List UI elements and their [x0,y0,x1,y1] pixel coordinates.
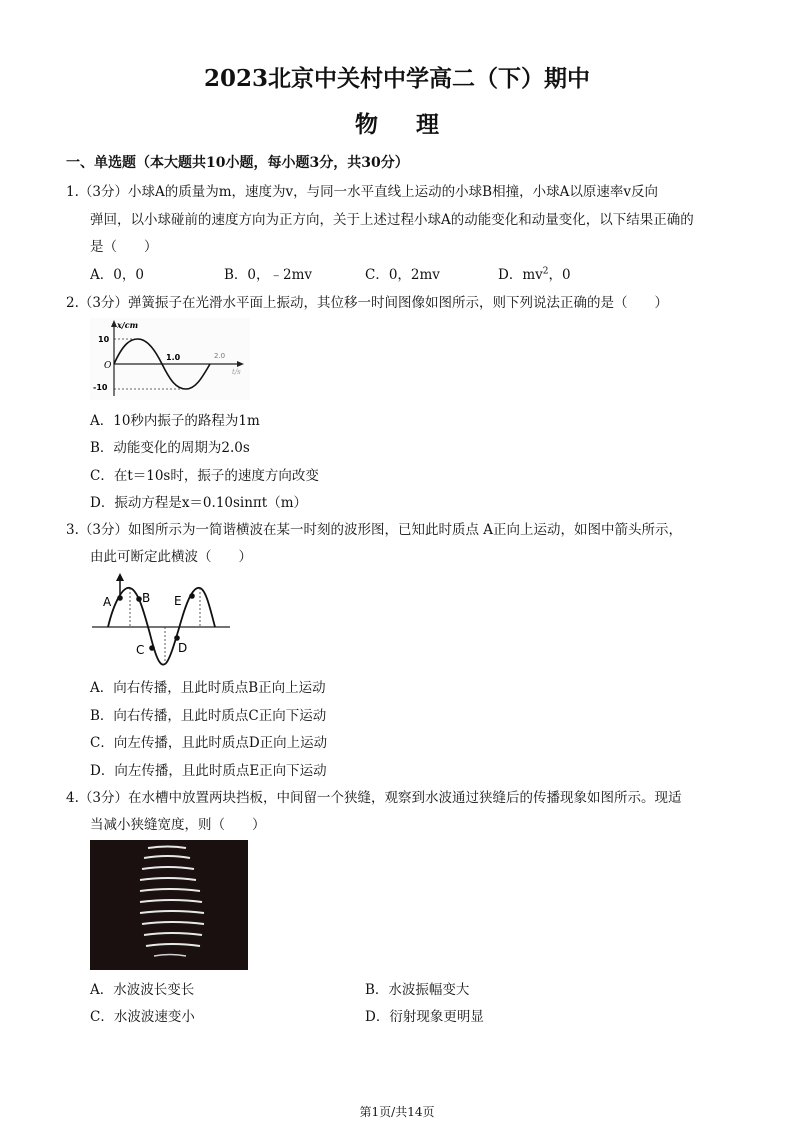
q1-stem-line3: 是（ ） [90,239,158,255]
q3-wave-curve [108,588,215,665]
q3-label-c: C [136,643,145,657]
q1-option-c: C．0，2mv [365,267,440,283]
q1-option-b: B．0，﹣2mv [224,267,313,283]
q3-option-b: B．向右传播，且此时质点C正向下运动 [90,708,327,724]
q2-tick-2: 2.0 [214,352,226,360]
q4-stem-line2: 当减小狭缝宽度，则（ ） [90,817,266,833]
q2-displacement-time-graph [90,318,250,400]
q2-option-c: C．在t＝10s时，振子的速度方向改变 [90,468,319,484]
q3-point-b [136,596,142,602]
q3-point-d [174,635,180,641]
q4-stem-line1: 4.（3分）在水槽中放置两块挡板，中间留一个狭缝，观察到水波通过狭缝后的传播现象如图所示。现适 [66,790,682,806]
q4-option-b: B．水波振幅变大 [365,982,470,998]
q1-option-d [498,263,571,283]
q3-point-c [149,645,155,651]
q2-option-d: D．振动方程是x＝0.10sinπt（m） [90,495,308,511]
q3-label-d: D [178,641,188,655]
q3-stem-line2: 由此可断定此横波（ ） [90,549,252,565]
q4-water-wave-photo [90,840,248,970]
q4-option-d: D．衍射现象更明显 [365,1009,484,1025]
q1-option-d-tail: ，0 [548,267,571,283]
q2-tick-bottom: -10 [93,383,108,392]
q2-x-label: t/s [232,368,241,376]
q1-stem-line2: 弹回，以小球碰前的速度方向为正方向，关于上述过程小球A的动能变化和动量变化，以下结果正确的 [90,212,694,228]
q3-label-e: E [174,594,182,608]
q3-stem-line1: 3.（3分）如图所示为一简谐横波在某一时刻的波形图，已知此时质点 A正向上运动，如图中箭头所示， [66,522,683,538]
page-footer: 第1页/共14页 [359,1105,435,1119]
q2-option-b: B．动能变化的周期为2.0s [90,440,250,456]
q1-option-a: A．0，0 [90,267,144,283]
q3-option-d: D．向左传播，且此时质点E正向下运动 [90,763,327,779]
section-heading: 一、单选题（本大题共10小题，每小题3分，共30分） [66,155,409,171]
subject-title: 物理 [355,111,477,138]
page-title: 2023北京中关村中学高二（下）期中 [203,65,590,92]
q2-tick-top: 10 [98,335,110,344]
q2-option-a: A．10秒内振子的路程为1m [90,413,260,429]
q3-option-c: C．向左传播，且此时质点D正向上运动 [90,735,328,751]
q3-point-e [189,593,195,599]
q2-tick-1: 1.0 [166,353,181,362]
q4-option-c: C．水波波速变小 [90,1009,195,1025]
q4-option-a: A．水波波长变长 [90,982,195,998]
q2-y-label: x/cm [117,320,139,330]
q3-option-a: A．向右传播，且此时质点B正向上运动 [90,680,326,696]
q3-point-a [117,595,123,601]
q2-origin-label: O [104,361,112,371]
q1-option-d-text: D．mv [498,267,543,283]
q3-wave-figure [90,572,235,672]
q1-option-d-superscript: 2 [542,266,549,277]
q3-label-b: B [142,591,151,605]
q2-stem: 2.（3分）弹簧振子在光滑水平面上振动，其位移一时间图像如图所示，则下列说法正确的是（ ） [66,295,668,311]
q1-stem-line1: 1.（3分）小球A的质量为m，速度为v，与同一水平直线上运动的小球B相撞，小球A以原速率v反向 [66,184,658,200]
q3-label-a: A [103,595,112,609]
